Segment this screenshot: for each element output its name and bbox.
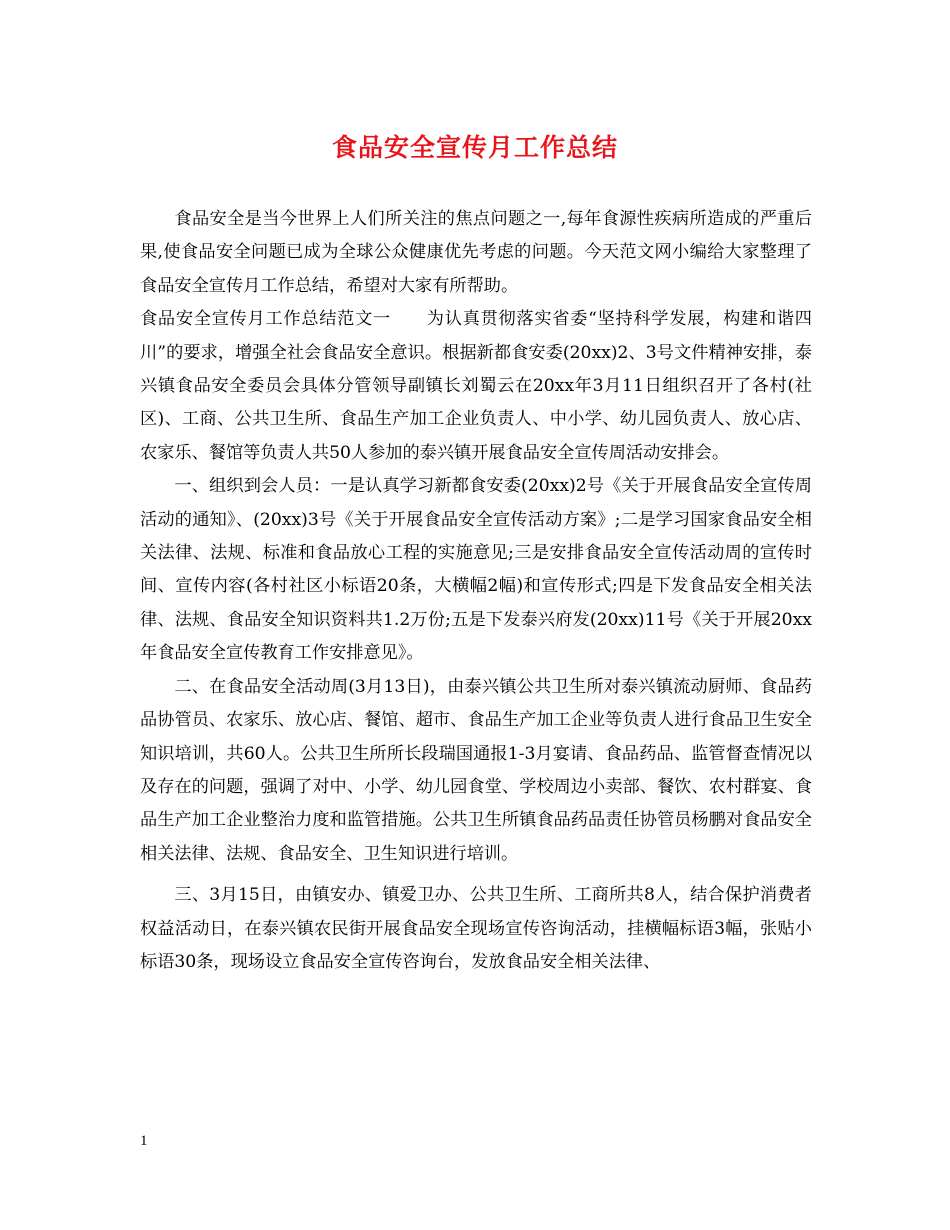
paragraph-section-two: 二、在食品安全活动周(3月13日)，由泰兴镇公共卫生所对泰兴镇流动厨师、食品药品协管员、农家乐、放心店、餐馆、超市、食品生产加工企业等负责人进行食品卫生安全知识培训，共60人。公共卫生所所长段瑞国通报1-3月宴请、食品药品、监管督查情况以及存在的问题，强调了对中、小学、幼儿园食堂、学校周边小卖部、餐饮、农村群宴、食品生产加工企业整治力度和监管措施。公共卫生所镇食品药品责任协管员杨鹏对食品安全相关法律、法规、食品安全、卫生知识进行培训。	[140, 676, 812, 864]
paragraph-intro: 食品安全是当今世界上人们所关注的焦点问题之一,每年食源性疾病所造成的严重后果,使食品安全问题已成为全球公众健康优先考虑的问题。今天范文网小编给大家整理了食品安全宣传月工作总结，希望对大家有所帮助。	[140, 209, 812, 296]
document-title: 食品安全宣传月工作总结	[331, 133, 618, 162]
paragraph-sample-one: 食品安全宣传月工作总结范文一 为认真贯彻落实省委“坚持科学发展，构建和谐四川”的要求，增强全社会食品安全意识。根据新都食安委(20xx)2、3号文件精神安排，泰兴镇食品安全委员会具体分管领导副镇长刘蜀云在20xx年3月11日组织召开了各村(社区)、工商、公共卫生所、食品生产加工企业负责人、中小学、幼儿园负责人、放心店、农家乐、餐馆等负责人共50人参加的泰兴镇开展食品安全宣传周活动安排会。	[140, 309, 812, 463]
page-number: 1	[140, 1133, 148, 1149]
paragraph-section-three: 三、3月15日，由镇安办、镇爱卫办、公共卫生所、工商所共8人，结合保护消费者权益活动日，在泰兴镇农民街开展食品安全现场宣传咨询活动，挂横幅标语3幅，张贴小标语30条，现场设立食品安全宣传咨询台，发放食品安全相关法律、	[140, 885, 812, 972]
document-body	[140, 203, 812, 979]
paragraph-section-one: 一、组织到会人员：一是认真学习新都食安委(20xx)2号《关于开展食品安全宣传周活动的通知》、(20xx)3号《关于开展食品安全宣传活动方案》;二是学习国家食品安全相关法律、法规、标准和食品放心工程的实施意见;三是安排食品安全宣传活动周的宣传时间、宣传内容(各村社区小标语20条，大横幅2幅)和宣传形式;四是下发食品安全相关法律、法规、食品安全知识资料共1.2万份;五是下发泰兴府发(20xx)11号《关于开展20xx年食品安全宣传教育工作安排意见》。	[140, 476, 812, 664]
